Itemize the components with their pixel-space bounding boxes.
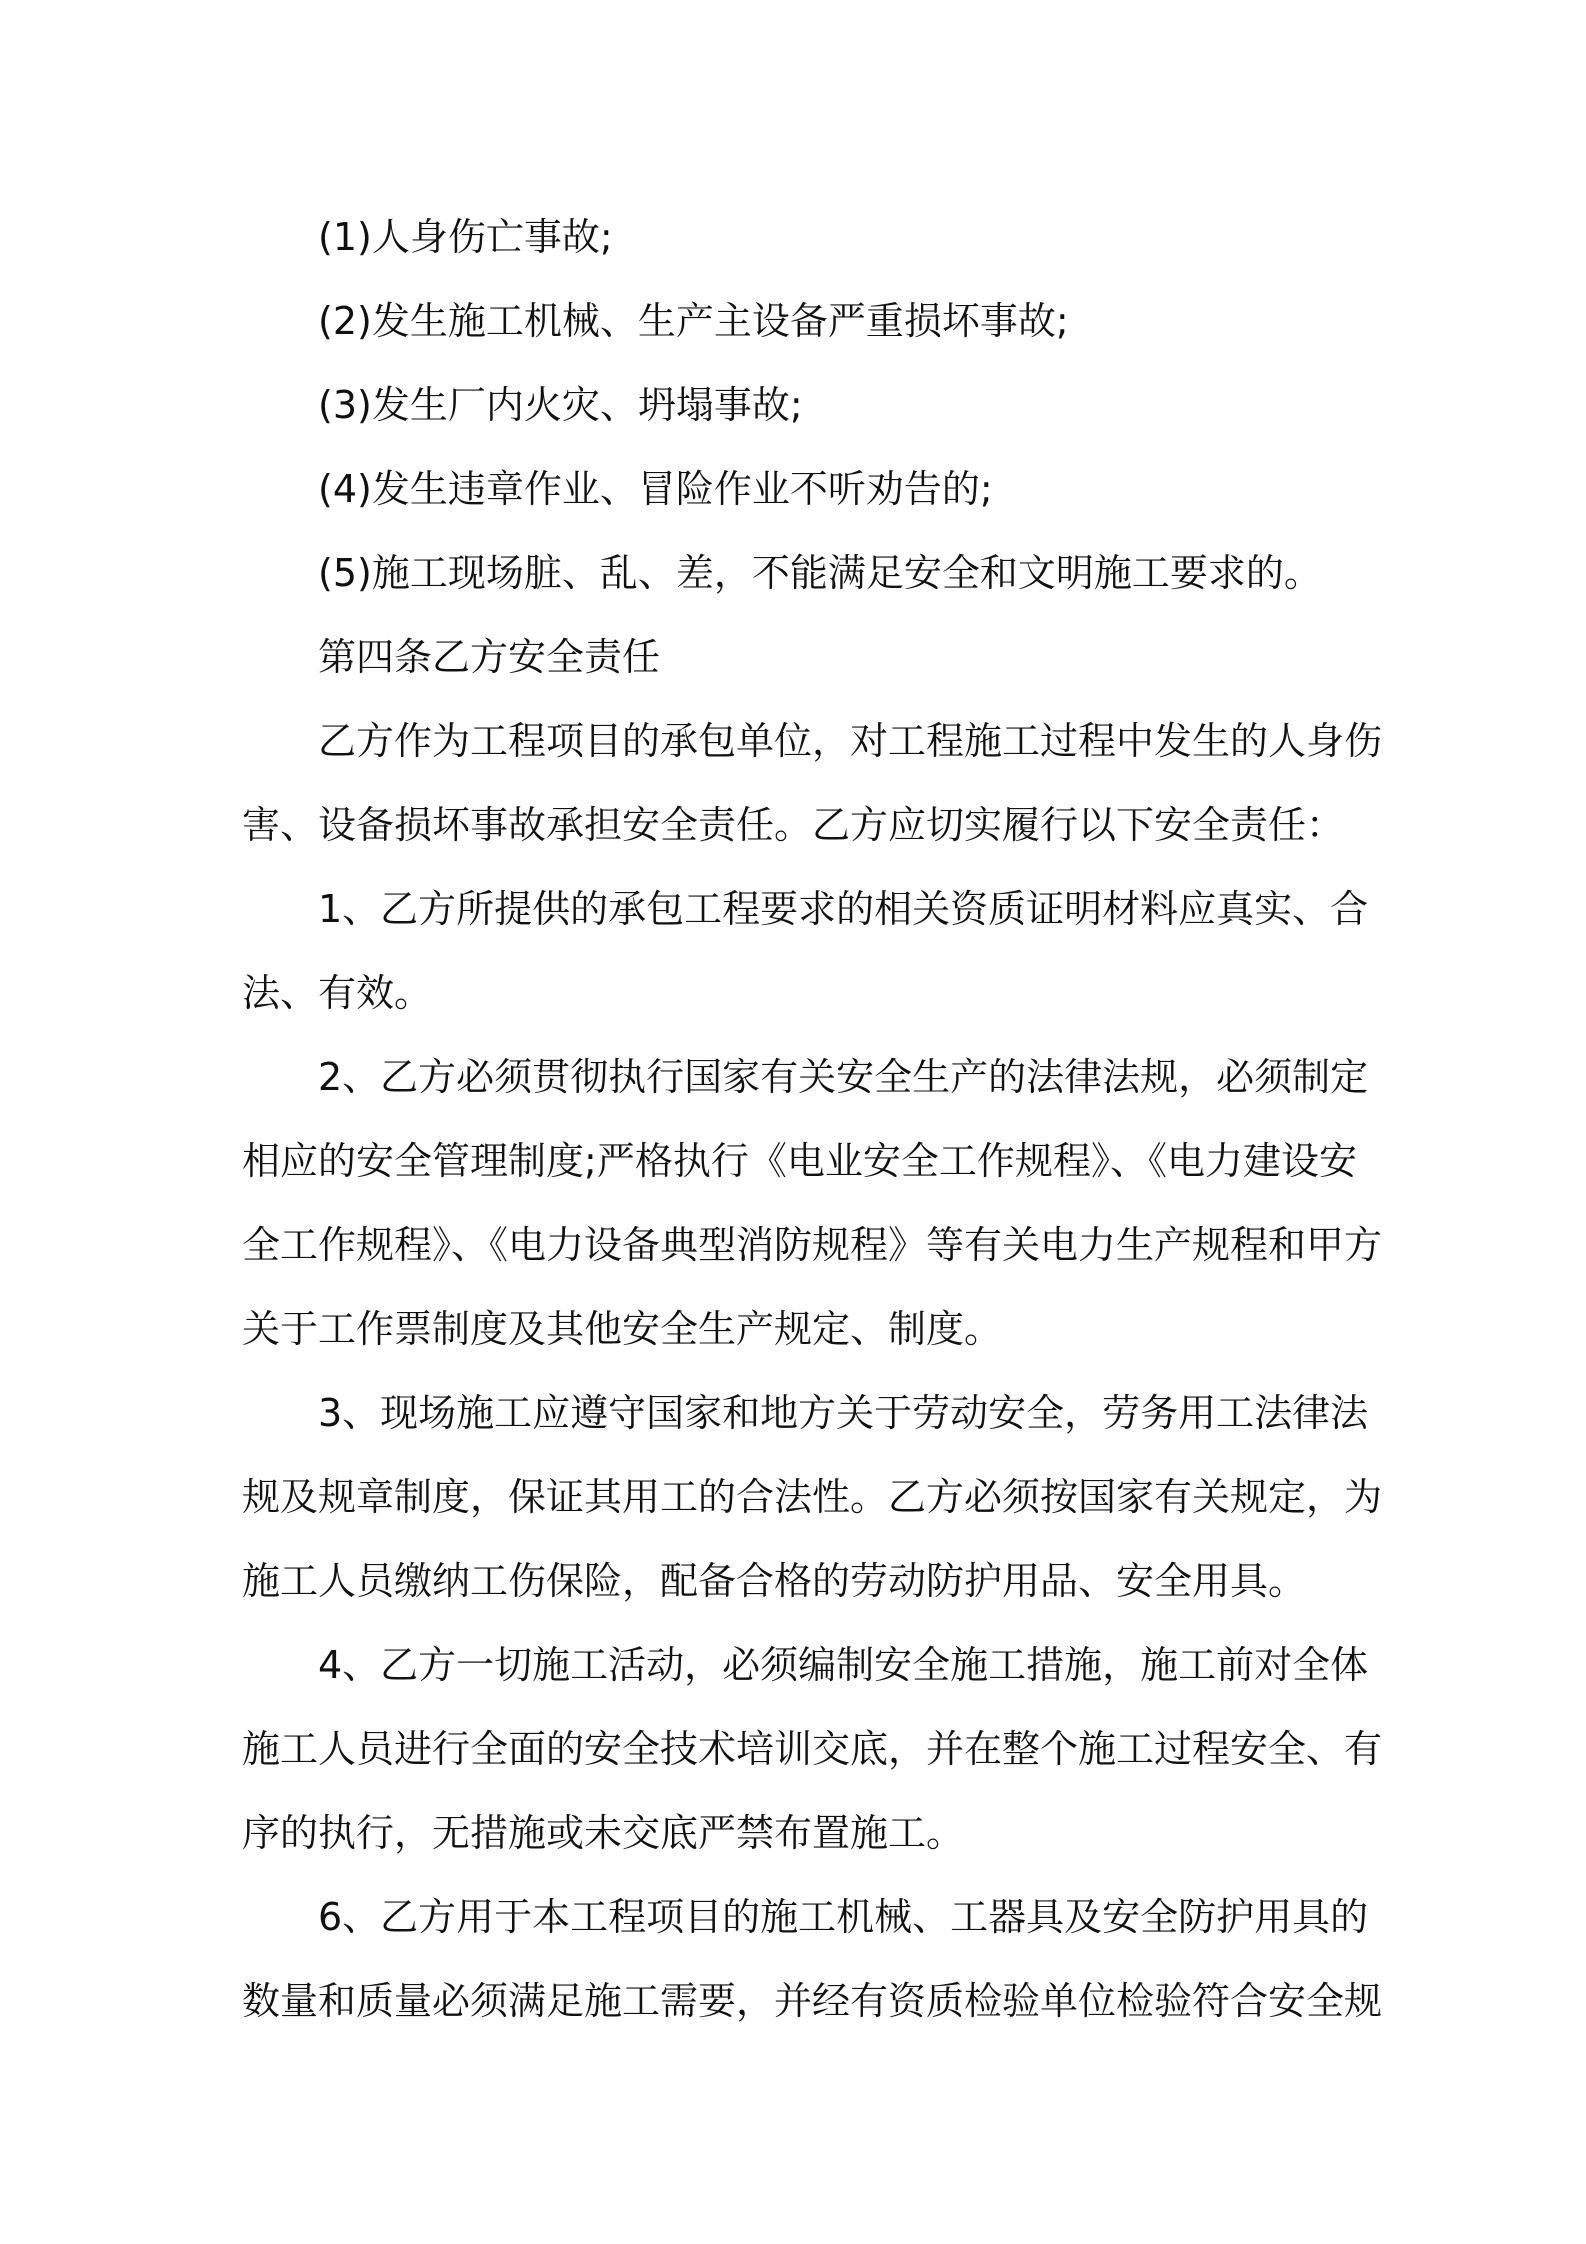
paragraph-line: 相应的安全管理制度;严格执行《电业安全工作规程》、《电力建设安 — [242, 1139, 1357, 1183]
paragraph-line: 1、乙方所提供的承包工程要求的相关资质证明材料应真实、合 — [318, 887, 1369, 931]
list-item-3: (3)发生厂内火灾、坍塌事故; — [318, 383, 803, 427]
paragraph-line: 乙方作为工程项目的承包单位，对工程施工过程中发生的人身伤 — [318, 719, 1383, 763]
paragraph-line: 序的执行，无措施或未交底严禁布置施工。 — [242, 1811, 965, 1855]
paragraph-line: 4、乙方一切施工活动，必须编制安全施工措施，施工前对全体 — [318, 1643, 1369, 1687]
list-item-5: (5)施工现场脏、乱、差，不能满足安全和文明施工要求的。 — [318, 551, 1322, 595]
paragraph-line: 关于工作票制度及其他安全生产规定、制度。 — [242, 1307, 1003, 1351]
paragraph-line: 规及规章制度，保证其用工的合法性。乙方必须按国家有关规定，为 — [242, 1475, 1383, 1519]
paragraph-line: 害、设备损坏事故承担安全责任。乙方应切实履行以下安全责任： — [242, 803, 1345, 847]
paragraph-line: 6、乙方用于本工程项目的施工机械、工器具及安全防护用具的 — [318, 1895, 1369, 1939]
section-heading: 第四条乙方安全责任 — [318, 635, 661, 679]
paragraph-line: 法、有效。 — [242, 971, 433, 1015]
list-item-1: (1)人身伤亡事故; — [318, 215, 613, 259]
paragraph-line: 施工人员缴纳工伤保险，配备合格的劳动防护用品、安全用具。 — [242, 1559, 1307, 1603]
paragraph-line: 全工作规程》、《电力设备典型消防规程》等有关电力生产规程和甲方 — [242, 1223, 1383, 1267]
document-body — [242, 195, 1383, 2043]
paragraph-line: 施工人员进行全面的安全技术培训交底，并在整个施工过程安全、有 — [242, 1727, 1383, 1771]
paragraph-line: 数量和质量必须满足施工需要，并经有资质检验单位检验符合安全规 — [242, 1979, 1383, 2023]
list-item-4: (4)发生违章作业、冒险作业不听劝告的; — [318, 467, 993, 511]
paragraph-line: 2、乙方必须贯彻执行国家有关安全生产的法律法规，必须制定 — [318, 1055, 1369, 1099]
paragraph-line: 3、现场施工应遵守国家和地方关于劳动安全，劳务用工法律法 — [318, 1391, 1369, 1435]
list-item-2: (2)发生施工机械、生产主设备严重损坏事故; — [318, 299, 1069, 343]
